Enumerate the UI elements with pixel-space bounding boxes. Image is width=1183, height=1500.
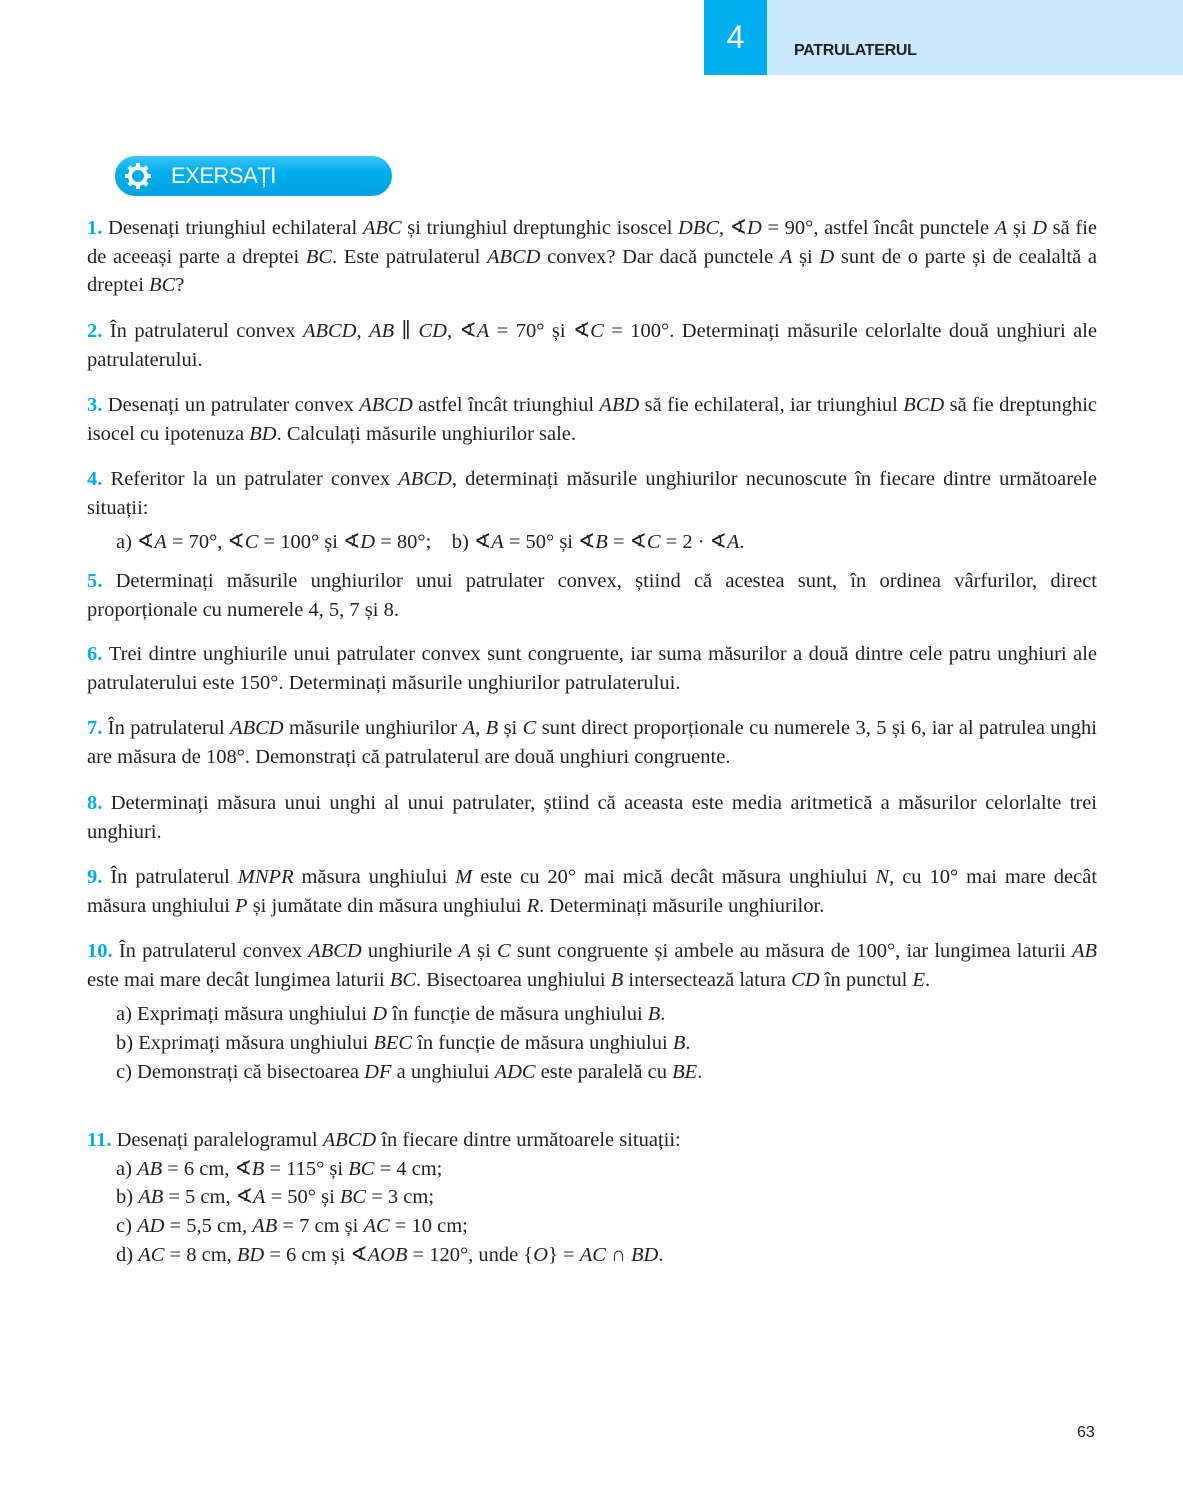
- exercise-text: 10. În patrulaterul convex ABCD unghiurile A și C sunt congruente și ambele au măsura de 100°, iar lungimea laturii AB este mai mare decât lungimea laturii BC. Bisectoarea unghiului B intersectează latura CD în punctul E.: [87, 940, 1098, 991]
- exercise-1: [87, 214, 1097, 300]
- exercise-number: 2.: [87, 320, 110, 342]
- exercise-number: 7.: [87, 717, 108, 739]
- exercise-9: [87, 863, 1097, 920]
- exercise-4: [87, 465, 1097, 557]
- exercise-number: 11.: [87, 1129, 117, 1151]
- exercise-number: 6.: [87, 643, 109, 665]
- exercise-8: [87, 789, 1097, 846]
- exercise-3: [87, 391, 1097, 448]
- exercise-11: [87, 1126, 1097, 1270]
- exercise-number: 9.: [87, 866, 111, 888]
- exercise-number: 10.: [87, 940, 119, 962]
- exercise-2: [87, 317, 1097, 374]
- exercise-text: 6. Trei dintre unghiurile unui patrulater convex sunt congruente, iar suma măsurilor a două dintre cele patru unghiuri ale patrulaterului este 150°. Determinați măsurile unghiurilor patrulaterului.: [87, 643, 1097, 694]
- exercise-number: 5.: [87, 570, 116, 592]
- exercise-subitem: a) AB = 6 cm, ∢B = 115° și BC = 4 cm;: [116, 1157, 443, 1180]
- exercise-subitem: d) AC = 8 cm, BD = 6 cm și ∢AOB = 120°, unde {O} = AC ∩ BD.: [116, 1243, 664, 1266]
- chapter-title: PATRULATERUL: [794, 42, 917, 59]
- chapter-header: [767, 0, 1183, 75]
- exercise-10: [87, 937, 1097, 1087]
- chapter-number: 4: [704, 0, 767, 75]
- exercise-text: 2. În patrulaterul convex ABCD, AB ∥ CD, ∢A = 70° și ∢C = 100°. Determinați măsurile celorlalte două unghiuri ale patrulaterului.: [87, 320, 1098, 371]
- exercise-text: 1. Desenați triunghiul echilateral ABC și triunghiul dreptunghic isoscel DBC, ∢D = 90°, astfel încât punctele A și D să fie de aceeași parte a dreptei BC. Este patrulaterul ABCD convex? Dar dacă punctele A și D sunt de o parte și de cealaltă a dreptei BC?: [87, 217, 1097, 297]
- exercise-subitem: b) Exprimați măsura unghiului BEC în funcție de măsura unghiului B.: [116, 1032, 691, 1055]
- exercise-text: 5. Determinați măsurile unghiurilor unui patrulater convex, știind că acestea sunt, în ordinea vârfurilor, direct proporționale cu numerele 4, 5, 7 și 8.: [87, 570, 1098, 621]
- exercise-number: 8.: [87, 792, 111, 814]
- exercise-subitem: c) Demonstrați că bisectoarea DF a unghiului ADC este paralelă cu BE.: [116, 1060, 703, 1083]
- exercise-subitem: b) AB = 5 cm, ∢A = 50° și BC = 3 cm;: [116, 1186, 435, 1209]
- exercise-text: 3. Desenați un patrulater convex ABCD astfel încât triunghiul ABD să fie echilateral, iar triunghiul BCD să fie dreptunghic isocel cu ipotenuza BD. Calculați măsurile unghiurilor sale.: [87, 394, 1097, 445]
- exercise-7: [87, 714, 1097, 771]
- exercise-text: 9. În patrulaterul MNPR măsura unghiului M este cu 20° mai mică decât măsura unghiului N, cu 10° mai mare decât măsura unghiului P și jumătate din măsura unghiului R. Determinați măsurile unghiurilor.: [87, 866, 1098, 917]
- exercise-text: 11. Desenați paralelogramul ABCD în fiecare dintre următoarele situații:: [87, 1129, 681, 1151]
- exercise-text: 7. În patrulaterul ABCD măsurile unghiurilor A, B și C sunt direct proporționale cu numerele 3, 5 și 6, iar al patrulea unghi are măsura de 108°. Demonstrați că patrulaterul are două unghiuri congruente.: [87, 717, 1097, 768]
- exercise-subitem: a) Exprimați măsura unghiului D în funcție de măsura unghiului B.: [116, 1003, 666, 1026]
- exercise-subitem: a) ∢A = 70°, ∢C = 100° și ∢D = 80°; b) ∢A = 50° și ∢B = ∢C = 2 · ∢A.: [116, 531, 745, 554]
- exercise-subitem: c) AD = 5,5 cm, AB = 7 cm și AC = 10 cm;: [116, 1215, 468, 1238]
- exercise-text: 4. Referitor la un patrulater convex ABCD, determinați măsurile unghiurilor necunoscute în fiecare dintre următoarele situații:: [87, 468, 1097, 519]
- section-badge: [115, 156, 392, 196]
- exercise-number: 3.: [87, 394, 108, 416]
- exercise-number: 1.: [87, 217, 109, 239]
- exercise-5: [87, 567, 1097, 624]
- exercise-6: [87, 640, 1097, 697]
- section-badge-label: EXERSAȚI: [171, 163, 276, 188]
- exercise-number: 4.: [87, 468, 111, 490]
- gear-icon: [125, 163, 151, 189]
- exercise-text: 8. Determinați măsura unui unghi al unui patrulater, știind că aceasta este media aritmetică a măsurilor celorlalte trei unghiuri.: [87, 792, 1098, 843]
- page-number: 63: [1077, 1424, 1095, 1441]
